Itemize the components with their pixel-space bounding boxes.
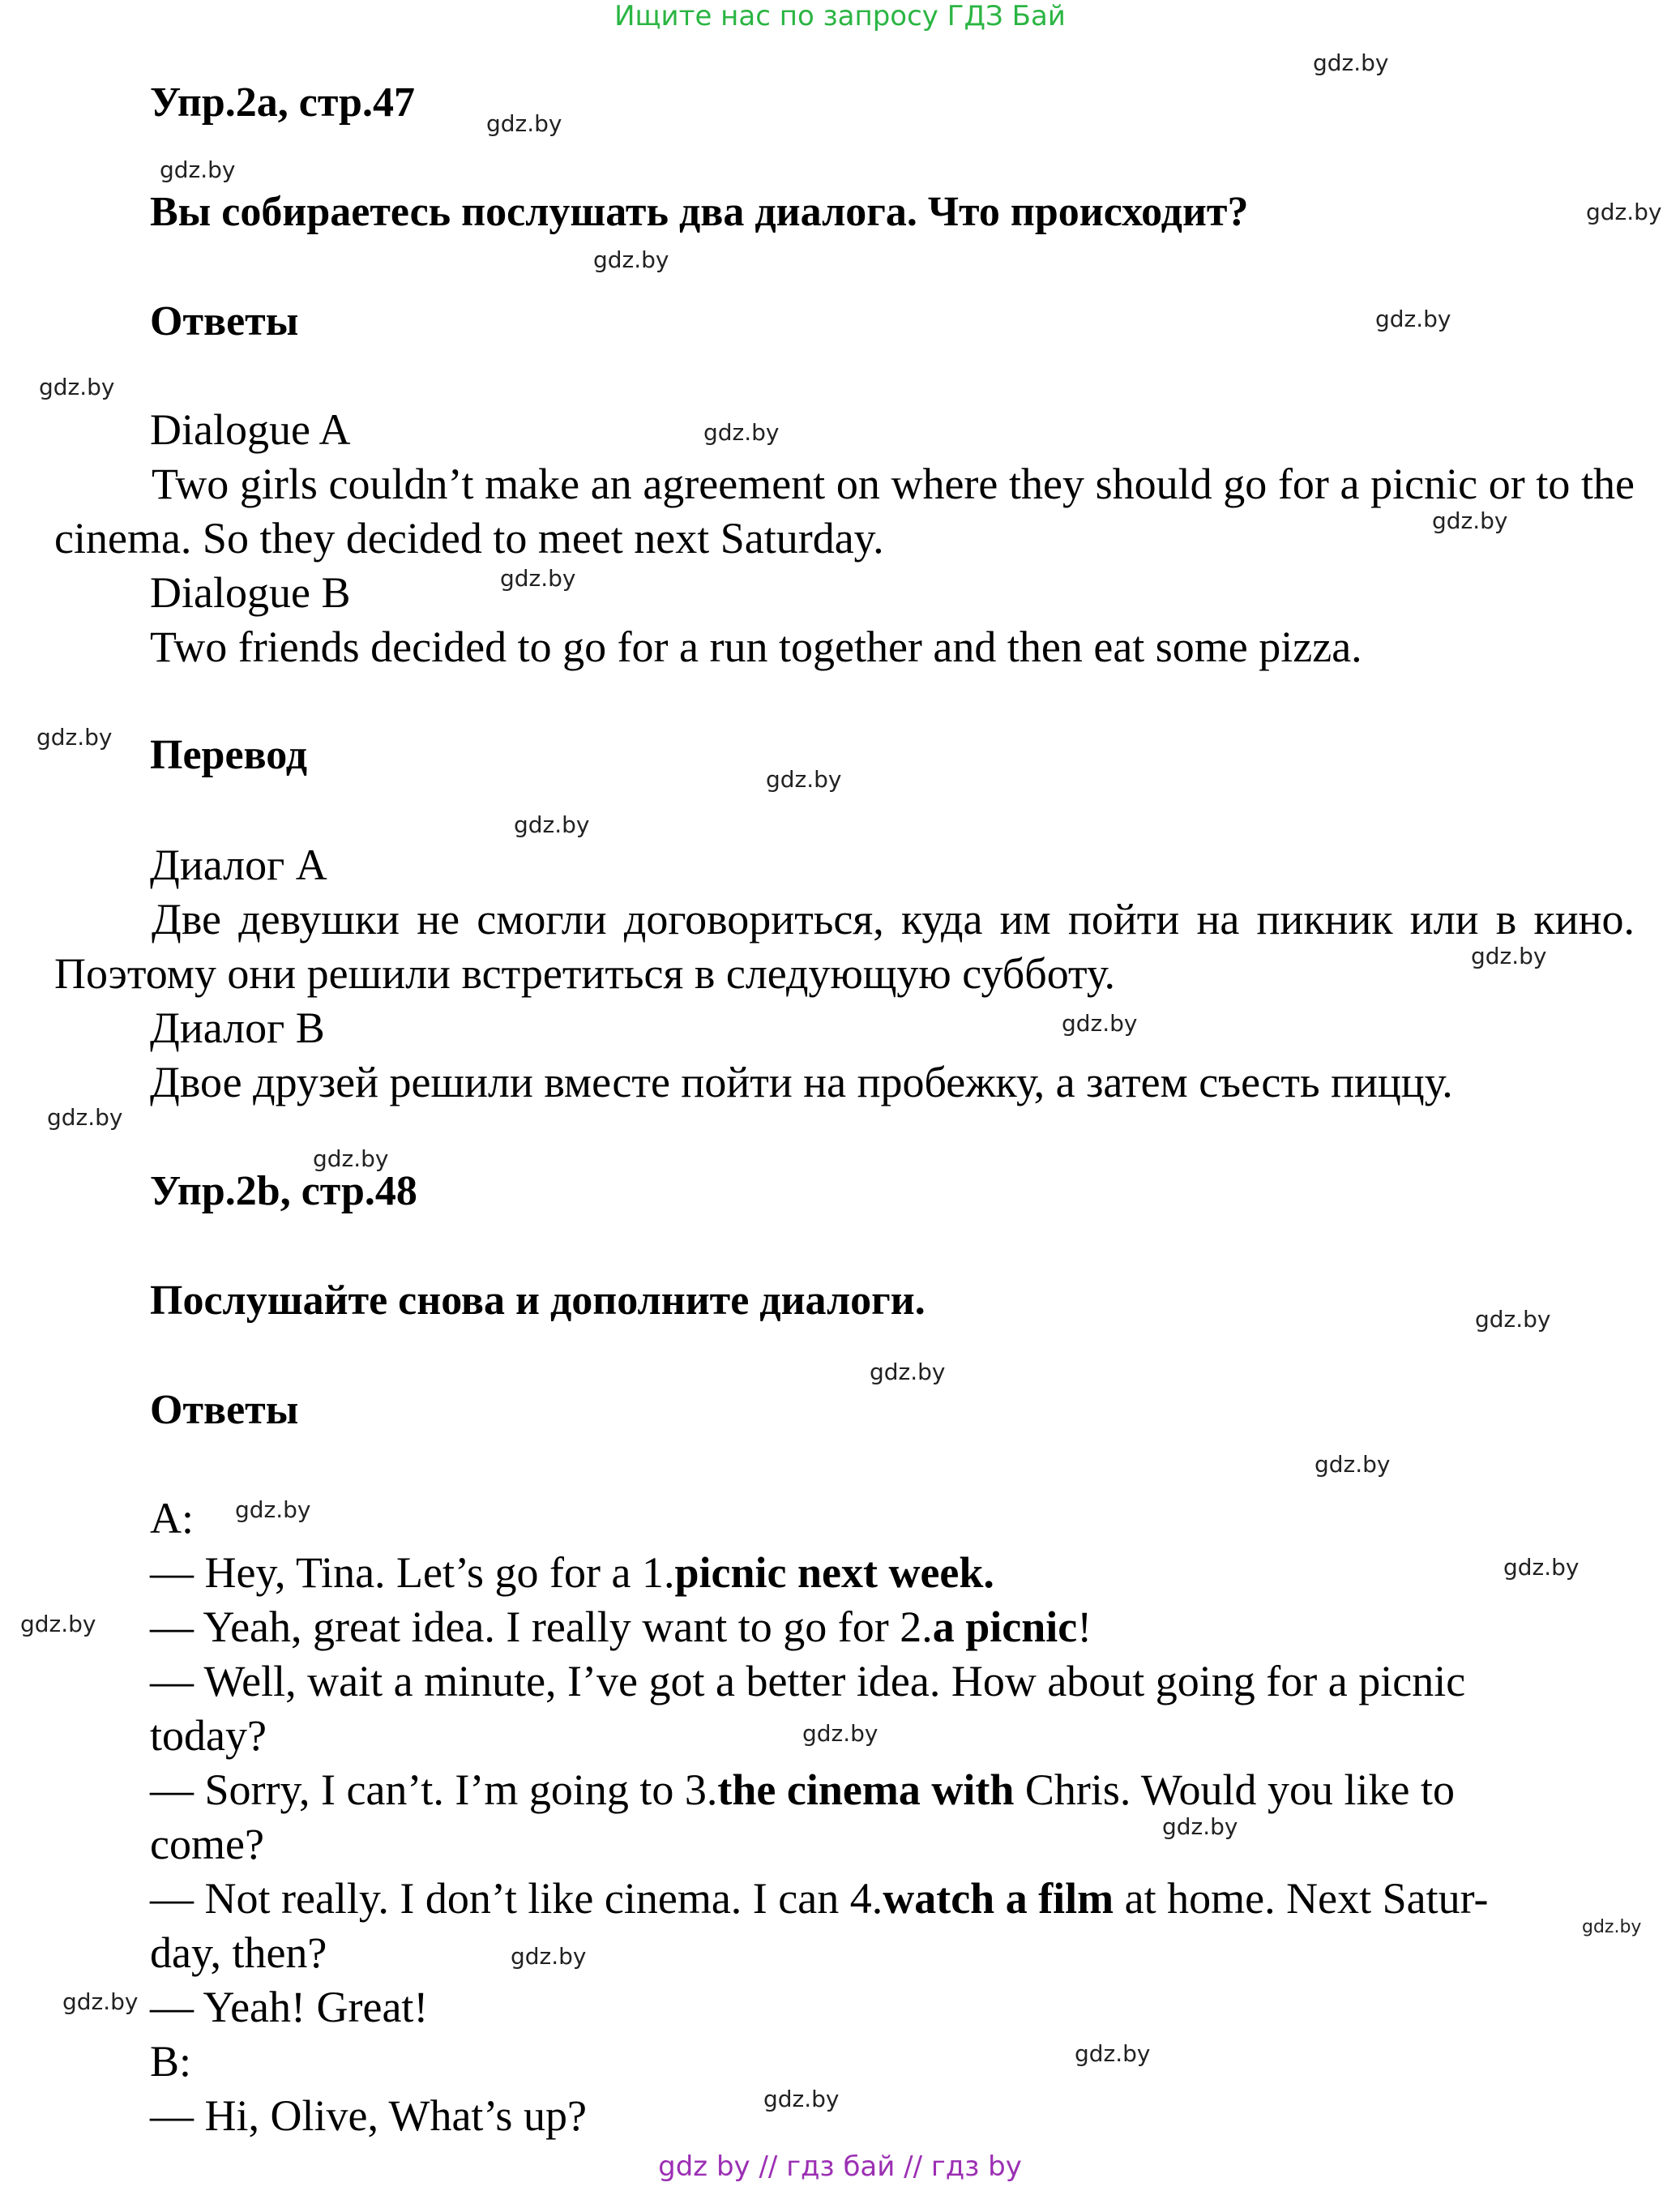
watermark: gdz.by (36, 724, 113, 751)
dialogue-b-label: Dialogue B (150, 568, 351, 617)
exercise-2a-task: Вы собираетесь послушать два диалога. Что происходит? (150, 189, 1249, 235)
line-5-end: at home. Next Satur- (1114, 1874, 1489, 1923)
exercise-2a-title: Упр.2a, стр.47 (150, 79, 415, 126)
dialogue-b-text: Two friends decided to go for a run together and then eat some pizza. (150, 623, 1362, 671)
dialog-a-label-ru: Диалог A (150, 841, 327, 889)
watermark: gdz.by (870, 1359, 946, 1385)
dialog-b-text-ru: Двое друзей решили вместе пойти на пробежку, а затем съесть пиццу. (150, 1058, 1453, 1106)
watermark: gdz.by (235, 1496, 311, 1523)
watermark: gdz.by (763, 2086, 840, 2112)
dialogue-a-marker: A: (150, 1494, 194, 1543)
dialogue-line-1 (150, 1546, 994, 1599)
watermark: gdz.by (1315, 1451, 1391, 1478)
answer-3: the cinema with (717, 1765, 1015, 1814)
answers-heading-1: Ответы (150, 298, 299, 344)
watermark: gdz.by (62, 1988, 139, 2015)
watermark: gdz.by (1375, 306, 1451, 332)
exercise-2b-title: Упр.2b, стр.48 (150, 1168, 417, 1214)
top-banner: Ищите нас по запросу ГДЗ Бай (614, 0, 1066, 32)
watermark: gdz.by (486, 110, 562, 137)
watermark: gdz.by (1503, 1554, 1580, 1581)
watermark: gdz.by (20, 1611, 96, 1637)
dialogue-line-4 (150, 1763, 1455, 1817)
dialogue-line-2 (150, 1600, 1092, 1654)
watermark: gdz.by (39, 374, 115, 400)
line-5-text: — Not really. I don’t like cinema. I can 4. (150, 1874, 883, 1923)
dialogue-line-3b: today? (150, 1711, 267, 1760)
line-2-end: ! (1077, 1603, 1092, 1651)
watermark: gdz.by (766, 766, 842, 793)
line-4-text: — Sorry, I can’t. I’m going to 3. (150, 1765, 718, 1814)
dialog-b-label-ru: Диалог B (150, 1003, 325, 1052)
dialogue-line-3a: — Well, wait a minute, I’ve got a better idea. How about going for a picnic (150, 1657, 1466, 1705)
watermark: gdz.by (1471, 943, 1547, 969)
watermark: gdz.by (703, 419, 780, 446)
dialogue-line-7: — Hi, Olive, What’s up? (150, 2091, 587, 2140)
dialog-a-text-ru: Две девушки не смогли договориться, куда им пойти на пикник или в кино. Поэтому они решили встретиться в следующую субботу. (54, 895, 1635, 998)
watermark: gdz.by (593, 246, 669, 273)
watermark: gdz.by (313, 1145, 389, 1172)
bottom-banner: gdz by // гдз бай // гдз by (658, 2150, 1022, 2183)
exercise-2b-task: Послушайте снова и дополните диалоги. (150, 1277, 925, 1324)
watermark: gdz.by (1313, 49, 1389, 76)
watermark: gdz.by (802, 1720, 878, 1747)
watermark: gdz.by (1582, 1917, 1642, 1937)
answer-2: a picnic (932, 1603, 1078, 1651)
translation-heading: Перевод (150, 732, 308, 778)
dialogue-line-6: — Yeah! Great! (150, 1983, 429, 2031)
watermark: gdz.by (500, 565, 576, 592)
watermark: gdz.by (514, 811, 590, 838)
dialogue-line-4b: come? (150, 1820, 264, 1868)
watermark: gdz.by (1432, 507, 1508, 534)
answers-heading-2: Ответы (150, 1387, 299, 1433)
watermark: gdz.by (1586, 199, 1662, 225)
watermark: gdz.by (1475, 1306, 1551, 1333)
watermark: gdz.by (1162, 1813, 1238, 1840)
line-2-text: — Yeah, great idea. I really want to go for 2. (150, 1603, 933, 1651)
answer-4: watch a film (883, 1874, 1114, 1923)
watermark: gdz.by (1075, 2040, 1151, 2067)
watermark: gdz.by (47, 1104, 123, 1131)
line-1-text: — Hey, Tina. Let’s go for a 1. (150, 1548, 675, 1597)
line-4-end: Chris. Would you like to (1014, 1765, 1456, 1814)
dialogue-a-label: Dialogue A (150, 405, 351, 454)
dialogue-a-text: Two girls couldn’t make an agreement on where they should go for a picnic or to the cinema. So they decided to meet next Saturday. (54, 460, 1635, 563)
dialogue-line-5 (150, 1872, 1488, 1925)
watermark: gdz.by (1062, 1010, 1138, 1037)
watermark: gdz.by (511, 1943, 587, 1970)
answer-1: picnic next week. (674, 1548, 994, 1597)
dialogue-b-marker: B: (150, 2037, 192, 2086)
dialogue-line-5b: day, then? (150, 1928, 327, 1977)
watermark: gdz.by (160, 156, 236, 183)
